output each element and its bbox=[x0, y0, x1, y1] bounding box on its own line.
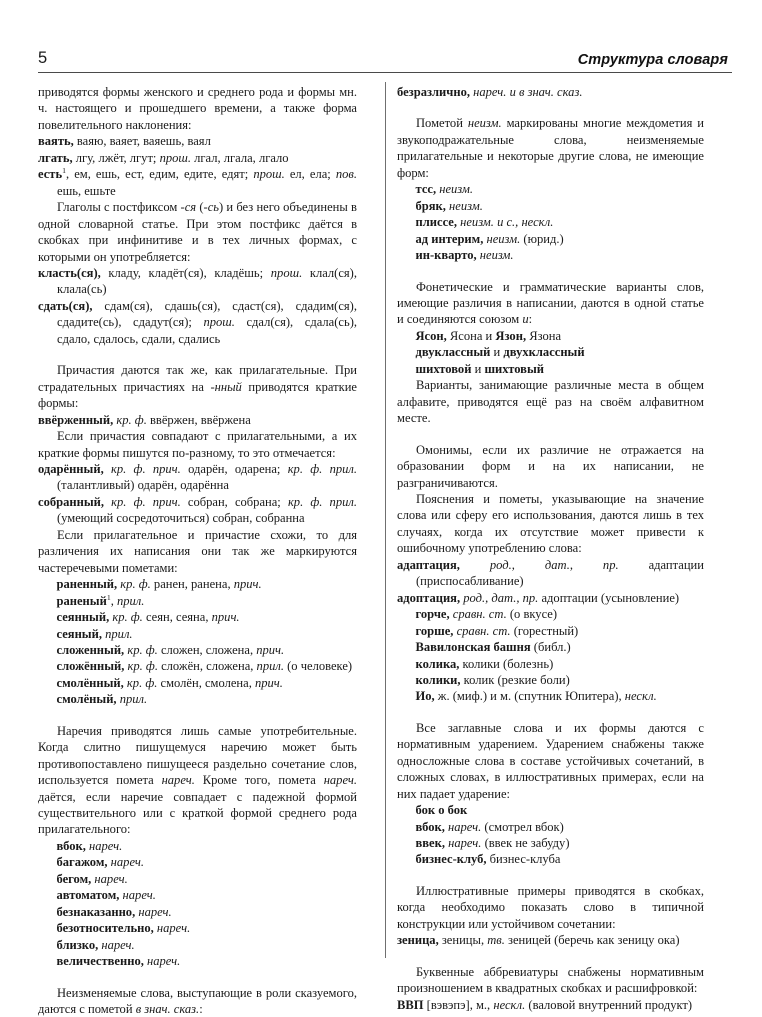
entry-forms: сдам(ся), сдашь(ся), сдаст(ся), сдадим(ся), сдадите(сь), сдадут(ся); bbox=[57, 298, 357, 330]
grammar-mark: род., дат., пр. bbox=[460, 590, 539, 605]
dictionary-entry bbox=[397, 802, 704, 818]
grammar-mark: нареч. bbox=[153, 921, 191, 936]
dictionary-entry bbox=[38, 953, 357, 969]
entry-headword: ввек, bbox=[415, 836, 445, 851]
dictionary-entry bbox=[397, 361, 704, 377]
entry-forms: смолён, смолена, bbox=[157, 675, 255, 690]
dictionary-entry bbox=[397, 851, 704, 867]
grammar-mark: нареч. bbox=[98, 937, 135, 952]
grammar-mark: прил. bbox=[116, 593, 145, 608]
dictionary-entry bbox=[397, 997, 704, 1013]
entry-headword: ВВП bbox=[397, 997, 424, 1012]
paragraph-text: : bbox=[528, 312, 533, 327]
grammar-mark: прич. bbox=[254, 675, 283, 690]
grammar-mark: нареч. bbox=[143, 954, 181, 969]
entry-gloss: (валовой внутренний продукт) bbox=[525, 997, 693, 1012]
dictionary-entry bbox=[38, 626, 357, 642]
dictionary-entry bbox=[397, 198, 704, 214]
paragraph: Варианты, занимающие различные места в общем алфавите, приводятся ещё раз на своём алфавитном месте. bbox=[397, 378, 704, 426]
entry-headword: смолённый, bbox=[56, 675, 124, 690]
paragraph bbox=[38, 985, 357, 1017]
grammar-mark: неизм. bbox=[436, 182, 474, 197]
paragraph-text: : bbox=[199, 1002, 203, 1017]
entry-headword: вбок, bbox=[415, 819, 445, 834]
entry-headword: бегом, bbox=[56, 871, 92, 886]
dictionary-entry bbox=[38, 871, 357, 887]
grammar-mark: кр. ф. bbox=[124, 642, 158, 657]
grammar-mark: неизм. и с., нескл. bbox=[457, 215, 554, 230]
entry-example: зеницей (беречь как зеницу ока) bbox=[504, 933, 680, 948]
grammar-mark: прич. bbox=[256, 642, 285, 657]
grammar-mark: кр. ф. прил. bbox=[287, 494, 357, 509]
grammar-mark: нареч. bbox=[444, 819, 482, 834]
entry-gloss: (юрид.) bbox=[520, 231, 564, 246]
paragraph: Все заглавные слова и их формы даются с нормативным ударением. Ударением снабжены также односложные слова в составе устойчивых сочетаний, в сложных словах, в иллюстративных примерах, если на них падает ударение: bbox=[397, 720, 704, 801]
paragraph-text: Неизменяемые слова, выступающие в роли сказуемого, даются с пометой bbox=[38, 985, 357, 1017]
dictionary-entry bbox=[38, 593, 357, 609]
dictionary-entry bbox=[397, 328, 704, 344]
dictionary-entry bbox=[38, 166, 357, 199]
dictionary-entry bbox=[38, 904, 357, 920]
grammar-mark: нареч. bbox=[323, 773, 357, 788]
paragraph bbox=[397, 279, 704, 328]
entry-headword: багажом, bbox=[56, 855, 108, 870]
entry-forms: собран, собрана; bbox=[180, 494, 288, 509]
dictionary-entry bbox=[38, 461, 357, 494]
grammar-mark: нескл. bbox=[493, 997, 526, 1012]
entry-headword: шихтовой bbox=[415, 361, 472, 376]
paragraph: Пояснения и пометы, указывающие на значение слова или сферу его использования, даются лишь в тех случаях, когда их отсутствие может привести к ошибочному употреблению слова: bbox=[397, 491, 704, 556]
entry-headword: бряк, bbox=[415, 198, 446, 213]
dictionary-entry bbox=[38, 298, 357, 347]
paragraph: Буквенные аббревиатуры снабжены нормативным произношением в квадратных скобках и расшифровкой: bbox=[397, 964, 704, 996]
spacer bbox=[397, 264, 704, 279]
paragraph-text: маркированы многие междометия и звукоподражательные слова, неизменяемые прилагательные и некоторые другие слова, не имеющие форм: bbox=[397, 116, 705, 180]
grammar-mark: нареч. bbox=[91, 871, 128, 886]
entry-headword: колика, bbox=[415, 656, 460, 671]
entry-headword: ваять, bbox=[38, 134, 74, 149]
paragraph bbox=[397, 115, 704, 181]
entry-headword-variant: двухклассный bbox=[503, 345, 585, 360]
dictionary-entry bbox=[38, 937, 357, 953]
grammar-mark: нареч. и в знач. сказ. bbox=[470, 85, 583, 99]
paragraph-text: приводятся краткие формы: bbox=[38, 379, 357, 411]
paragraph-text: даётся, если наречие совпадает с падежной формой существительного или с краткой формой среднего рода прилагательного: bbox=[38, 789, 357, 837]
spacer bbox=[38, 708, 357, 723]
running-title: Структура словаря bbox=[577, 52, 728, 68]
grammar-mark: сравн. ст. bbox=[449, 607, 507, 622]
entry-headword: безнаказанно, bbox=[56, 904, 136, 919]
entry-pronunciation: [вэвэпэ], м., bbox=[423, 997, 494, 1012]
grammar-mark: кр. ф. bbox=[123, 675, 158, 690]
entry-forms: (умеющий сосредоточиться) собран, собранна bbox=[57, 511, 305, 526]
paragraph-text: Пометой bbox=[416, 116, 468, 131]
dictionary-entry bbox=[38, 265, 357, 298]
entry-headword: сложенный, bbox=[56, 642, 125, 657]
grammar-mark: кр. ф. bbox=[109, 610, 143, 625]
entry-headword: смолёный, bbox=[56, 692, 117, 707]
dictionary-entry bbox=[397, 932, 704, 948]
grammar-mark: прош. bbox=[270, 265, 303, 280]
dictionary-entry bbox=[397, 672, 704, 688]
dictionary-entry bbox=[38, 854, 357, 870]
grammar-mark: нареч. bbox=[161, 773, 195, 788]
grammar-mark: сравн. ст. bbox=[453, 623, 511, 638]
entry-headword: адаптация, bbox=[397, 557, 460, 572]
running-head bbox=[38, 42, 732, 68]
spacer bbox=[38, 347, 357, 362]
dictionary-entry bbox=[397, 557, 704, 590]
conjunction-italic: и bbox=[522, 312, 529, 327]
dictionary-entry bbox=[397, 214, 704, 230]
homograph-index: 1 bbox=[62, 166, 66, 176]
postfix-italic: -сь bbox=[203, 200, 219, 215]
entry-headword: адоптация, bbox=[397, 590, 461, 605]
entry-headword: класть(ся), bbox=[38, 265, 101, 280]
dictionary-entry bbox=[397, 688, 704, 704]
dictionary-entry bbox=[397, 835, 704, 851]
entry-gloss: адоптации (усыновление) bbox=[538, 590, 680, 605]
grammar-mark: нескл. bbox=[624, 689, 657, 704]
entry-headword: есть bbox=[38, 167, 63, 182]
dictionary-entry bbox=[397, 181, 704, 197]
grammar-mark: нареч. bbox=[119, 888, 156, 903]
entry-headword: горше, bbox=[415, 623, 454, 638]
grammar-mark: тв. bbox=[487, 933, 505, 948]
entry-forms: сеян, сеяна, bbox=[142, 610, 212, 625]
grammar-mark: неизм. bbox=[476, 248, 514, 263]
entry-forms: (талантливый) одарён, одарённа bbox=[57, 478, 229, 493]
grammar-mark: неизм. bbox=[483, 231, 521, 246]
entry-forms: лгу, лжёт, лгут; bbox=[72, 150, 160, 165]
grammar-mark: кр. ф. bbox=[117, 577, 151, 592]
paragraph-text: Кроме того, помета bbox=[194, 773, 324, 788]
entry-forms: клал(ся), клала(сь) bbox=[57, 265, 357, 297]
spacer bbox=[397, 100, 704, 115]
spacer bbox=[397, 868, 704, 883]
entry-gloss: (о вкусе) bbox=[506, 607, 558, 622]
entry-forms: сложён, сложена, bbox=[157, 659, 257, 674]
entry-headword: Вавилонская башня bbox=[415, 640, 531, 655]
spacer bbox=[397, 705, 704, 720]
paragraph-text: Глаголы с постфиксом bbox=[57, 200, 181, 215]
entry-headword: безотносительно, bbox=[56, 921, 154, 936]
grammar-mark: кр. ф. прил. bbox=[287, 461, 357, 476]
entry-headword: раненный, bbox=[56, 577, 118, 592]
grammar-mark: нареч. bbox=[445, 836, 482, 851]
entry-forms: ранен, ранена, bbox=[150, 577, 234, 592]
dictionary-entry bbox=[397, 819, 704, 835]
entry-headword: плиссе, bbox=[415, 215, 457, 230]
entry-forms: ел, ела; bbox=[284, 167, 336, 182]
entry-gloss: колик (резкие боли) bbox=[460, 672, 570, 687]
paragraph: Если причастия совпадают с прилагательными, а их краткие формы пишутся по-разному, то это отмечается: bbox=[38, 429, 357, 460]
grammar-mark: нареч. bbox=[135, 904, 172, 919]
grammar-mark: нареч. bbox=[107, 855, 144, 870]
grammar-mark: неизм. bbox=[445, 198, 483, 213]
entry-forms: ваяю, ваяет, ваяешь, ваял bbox=[73, 134, 211, 149]
entry-headword: сдать(ся), bbox=[38, 298, 93, 313]
entry-headword: зеница, bbox=[397, 933, 439, 948]
dictionary-entry bbox=[397, 656, 704, 672]
grammar-mark: кр. ф. прич. bbox=[104, 494, 181, 509]
paragraph: приводятся формы женского и среднего рода и формы мн. ч. настоящего и прошедшего времени, а также форма повелительного наклонения: bbox=[38, 85, 357, 132]
entry-headword: бизнес-клуб, bbox=[415, 852, 487, 867]
grammar-mark: прил. bbox=[116, 692, 148, 707]
spacer bbox=[397, 427, 704, 442]
entry-forms: сложен, сложена, bbox=[157, 642, 257, 657]
paragraph: Омонимы, если их различие не отражается на образовании форм и на их написании, не разграничиваются. bbox=[397, 442, 704, 490]
dictionary-entry bbox=[397, 84, 704, 100]
header-divider bbox=[38, 72, 732, 73]
paragraph-text: ( bbox=[196, 200, 204, 215]
dictionary-entry bbox=[397, 247, 704, 263]
entry-headword: колики, bbox=[415, 672, 461, 687]
dictionary-entry bbox=[38, 642, 357, 658]
paragraph-text: ) и без него объединены в одной словарной статье. При этом постфикс даётся в скобках при инфинитиве и в тех личных формах, с которыми он употребляется: bbox=[38, 200, 357, 264]
entry-forms: Язона bbox=[526, 328, 562, 343]
paragraph bbox=[38, 199, 357, 265]
entry-headword: безразлично, bbox=[397, 85, 470, 99]
dictionary-entry bbox=[38, 609, 357, 625]
grammar-mark: прич. bbox=[211, 610, 240, 625]
entry-gloss: адаптации (приспосабливание) bbox=[416, 557, 704, 589]
grammar-mark: кр. ф. bbox=[113, 412, 147, 427]
entry-headword: Ясон, bbox=[415, 328, 447, 343]
entry-headword: близко, bbox=[56, 937, 99, 952]
dictionary-entry bbox=[38, 133, 357, 149]
entry-headword-variant: шихтовый bbox=[484, 361, 544, 376]
entry-headword: величественно, bbox=[56, 954, 144, 969]
entry-headword: сеянный, bbox=[56, 610, 110, 625]
paragraph-text: Наречия приводятся лишь самые употребительные. Когда слитно пишущемуся наречию может быть противопоставлено пишущееся раздельно сочетание слов, используется помета bbox=[38, 723, 357, 788]
dictionary-entry bbox=[38, 150, 357, 166]
grammar-mark: род., дат., пр. bbox=[459, 557, 619, 572]
grammar-mark: прош. bbox=[253, 167, 285, 182]
dictionary-entry bbox=[397, 344, 704, 360]
entry-gloss: (библ.) bbox=[530, 640, 571, 655]
text-columns bbox=[38, 84, 732, 1017]
entry-headword: тсс, bbox=[415, 182, 437, 197]
entry-headword: сеяный, bbox=[56, 626, 102, 641]
dictionary-entry bbox=[397, 231, 704, 247]
dictionary-entry bbox=[38, 412, 357, 428]
entry-forms: и bbox=[471, 361, 485, 376]
grammar-mark: кр. ф. прич. bbox=[103, 461, 181, 476]
dictionary-entry bbox=[38, 494, 357, 527]
paragraph-text: Причастия даются так же, как прилагательные. При страдательных причастиях на bbox=[38, 363, 357, 394]
grammar-mark: нареч. bbox=[85, 838, 123, 853]
left-column bbox=[38, 84, 371, 1017]
dictionary-entry bbox=[397, 639, 704, 655]
dictionary-entry bbox=[38, 675, 357, 691]
entry-gloss: (горестный) bbox=[510, 623, 579, 638]
spacer bbox=[38, 970, 357, 985]
entry-headword: сложённый, bbox=[56, 659, 125, 674]
right-column bbox=[371, 84, 705, 1012]
page-number: 5 bbox=[38, 49, 48, 67]
grammar-mark: неизм. bbox=[467, 116, 502, 131]
dictionary-entry bbox=[38, 920, 357, 936]
entry-example: (ввек не забуду) bbox=[481, 836, 570, 851]
dictionary-entry bbox=[38, 838, 357, 854]
paragraph bbox=[38, 723, 357, 838]
dictionary-entry bbox=[397, 590, 704, 606]
entry-example: (смотрел вбок) bbox=[481, 819, 564, 834]
dictionary-entry bbox=[397, 623, 704, 639]
entry-forms: сдал(ся), сдала(сь), сдало, сдалось, сдали, сдались bbox=[57, 315, 358, 346]
entry-gloss: (о человеке) bbox=[283, 659, 353, 674]
entry-forms: ввёржен, ввёржена bbox=[146, 412, 251, 427]
entry-gloss: колики (болезнь) bbox=[459, 656, 554, 671]
entry-headword: лгать, bbox=[38, 150, 73, 165]
entry-headword: ин-кварто, bbox=[415, 248, 477, 263]
entry-headword: двукласcный bbox=[415, 345, 491, 360]
grammar-mark: в знач. сказ. bbox=[135, 1002, 200, 1017]
dictionary-entry bbox=[38, 691, 357, 707]
grammar-mark: прич. bbox=[233, 577, 262, 592]
entry-forms: , bbox=[110, 593, 117, 608]
entry-headword: Ио, bbox=[415, 689, 435, 704]
dictionary-entry bbox=[397, 606, 704, 622]
entry-forms: и bbox=[490, 345, 504, 360]
entry-gloss: ж. (миф.) и м. (спутник Юпитера), bbox=[434, 689, 625, 704]
column-divider bbox=[385, 82, 386, 958]
entry-forms: зеницы, bbox=[438, 933, 488, 948]
grammar-mark: прош. bbox=[203, 315, 235, 330]
entry-headword: автоматом, bbox=[56, 888, 120, 903]
dictionary-entry bbox=[38, 576, 357, 592]
entry-headword-variant: Язон, bbox=[495, 328, 527, 343]
paragraph bbox=[38, 362, 357, 411]
postfix-italic: -ся bbox=[180, 200, 197, 215]
entry-headword: бок о бок bbox=[415, 803, 468, 818]
paragraph: Иллюстративные примеры приводятся в скобках, когда необходимо показать слово в типичной конструкции или устойчивом сочетании: bbox=[397, 883, 704, 931]
entry-forms: Ясона и bbox=[446, 328, 496, 343]
paragraph-text: Фонетические и грамматические варианты слов, имеющие различия в написании, даются в одной статье и соединяются союзом bbox=[397, 279, 704, 327]
entry-forms: кладу, кладёт(ся), кладёшь; bbox=[100, 265, 271, 280]
dictionary-entry bbox=[38, 658, 357, 674]
entry-forms: одарён, одарена; bbox=[180, 461, 288, 476]
entry-headword: одарённый, bbox=[38, 461, 104, 476]
suffix-italic: -нный bbox=[210, 379, 242, 394]
spacer bbox=[397, 949, 704, 964]
entry-headword: собранный, bbox=[38, 494, 104, 509]
grammar-mark: прил. bbox=[256, 659, 284, 674]
paragraph: Если прилагательное и причастие схожи, то для различения их написания они так же маркируются частеречевыми пометами: bbox=[38, 527, 357, 575]
entry-forms: бизнес-клуба bbox=[486, 852, 561, 867]
entry-forms: ешь, ешьте bbox=[57, 183, 116, 198]
entry-forms: лгал, лгала, лгало bbox=[191, 150, 289, 165]
entry-headword: вбок, bbox=[56, 838, 86, 853]
entry-headword: раненый bbox=[56, 593, 107, 608]
entry-headword: горче, bbox=[415, 607, 450, 622]
grammar-mark: прош. bbox=[159, 150, 191, 165]
entry-headword: ад интерим, bbox=[415, 231, 484, 246]
homograph-index: 1 bbox=[106, 592, 111, 602]
grammar-mark: пов. bbox=[335, 167, 357, 182]
entry-headword: ввёрженный, bbox=[38, 412, 114, 427]
grammar-mark: кр. ф. bbox=[124, 659, 158, 674]
entry-forms: , ем, ешь, ест, едим, едите, едят; bbox=[65, 167, 254, 182]
dictionary-entry bbox=[38, 887, 357, 903]
grammar-mark: прил. bbox=[101, 626, 133, 641]
